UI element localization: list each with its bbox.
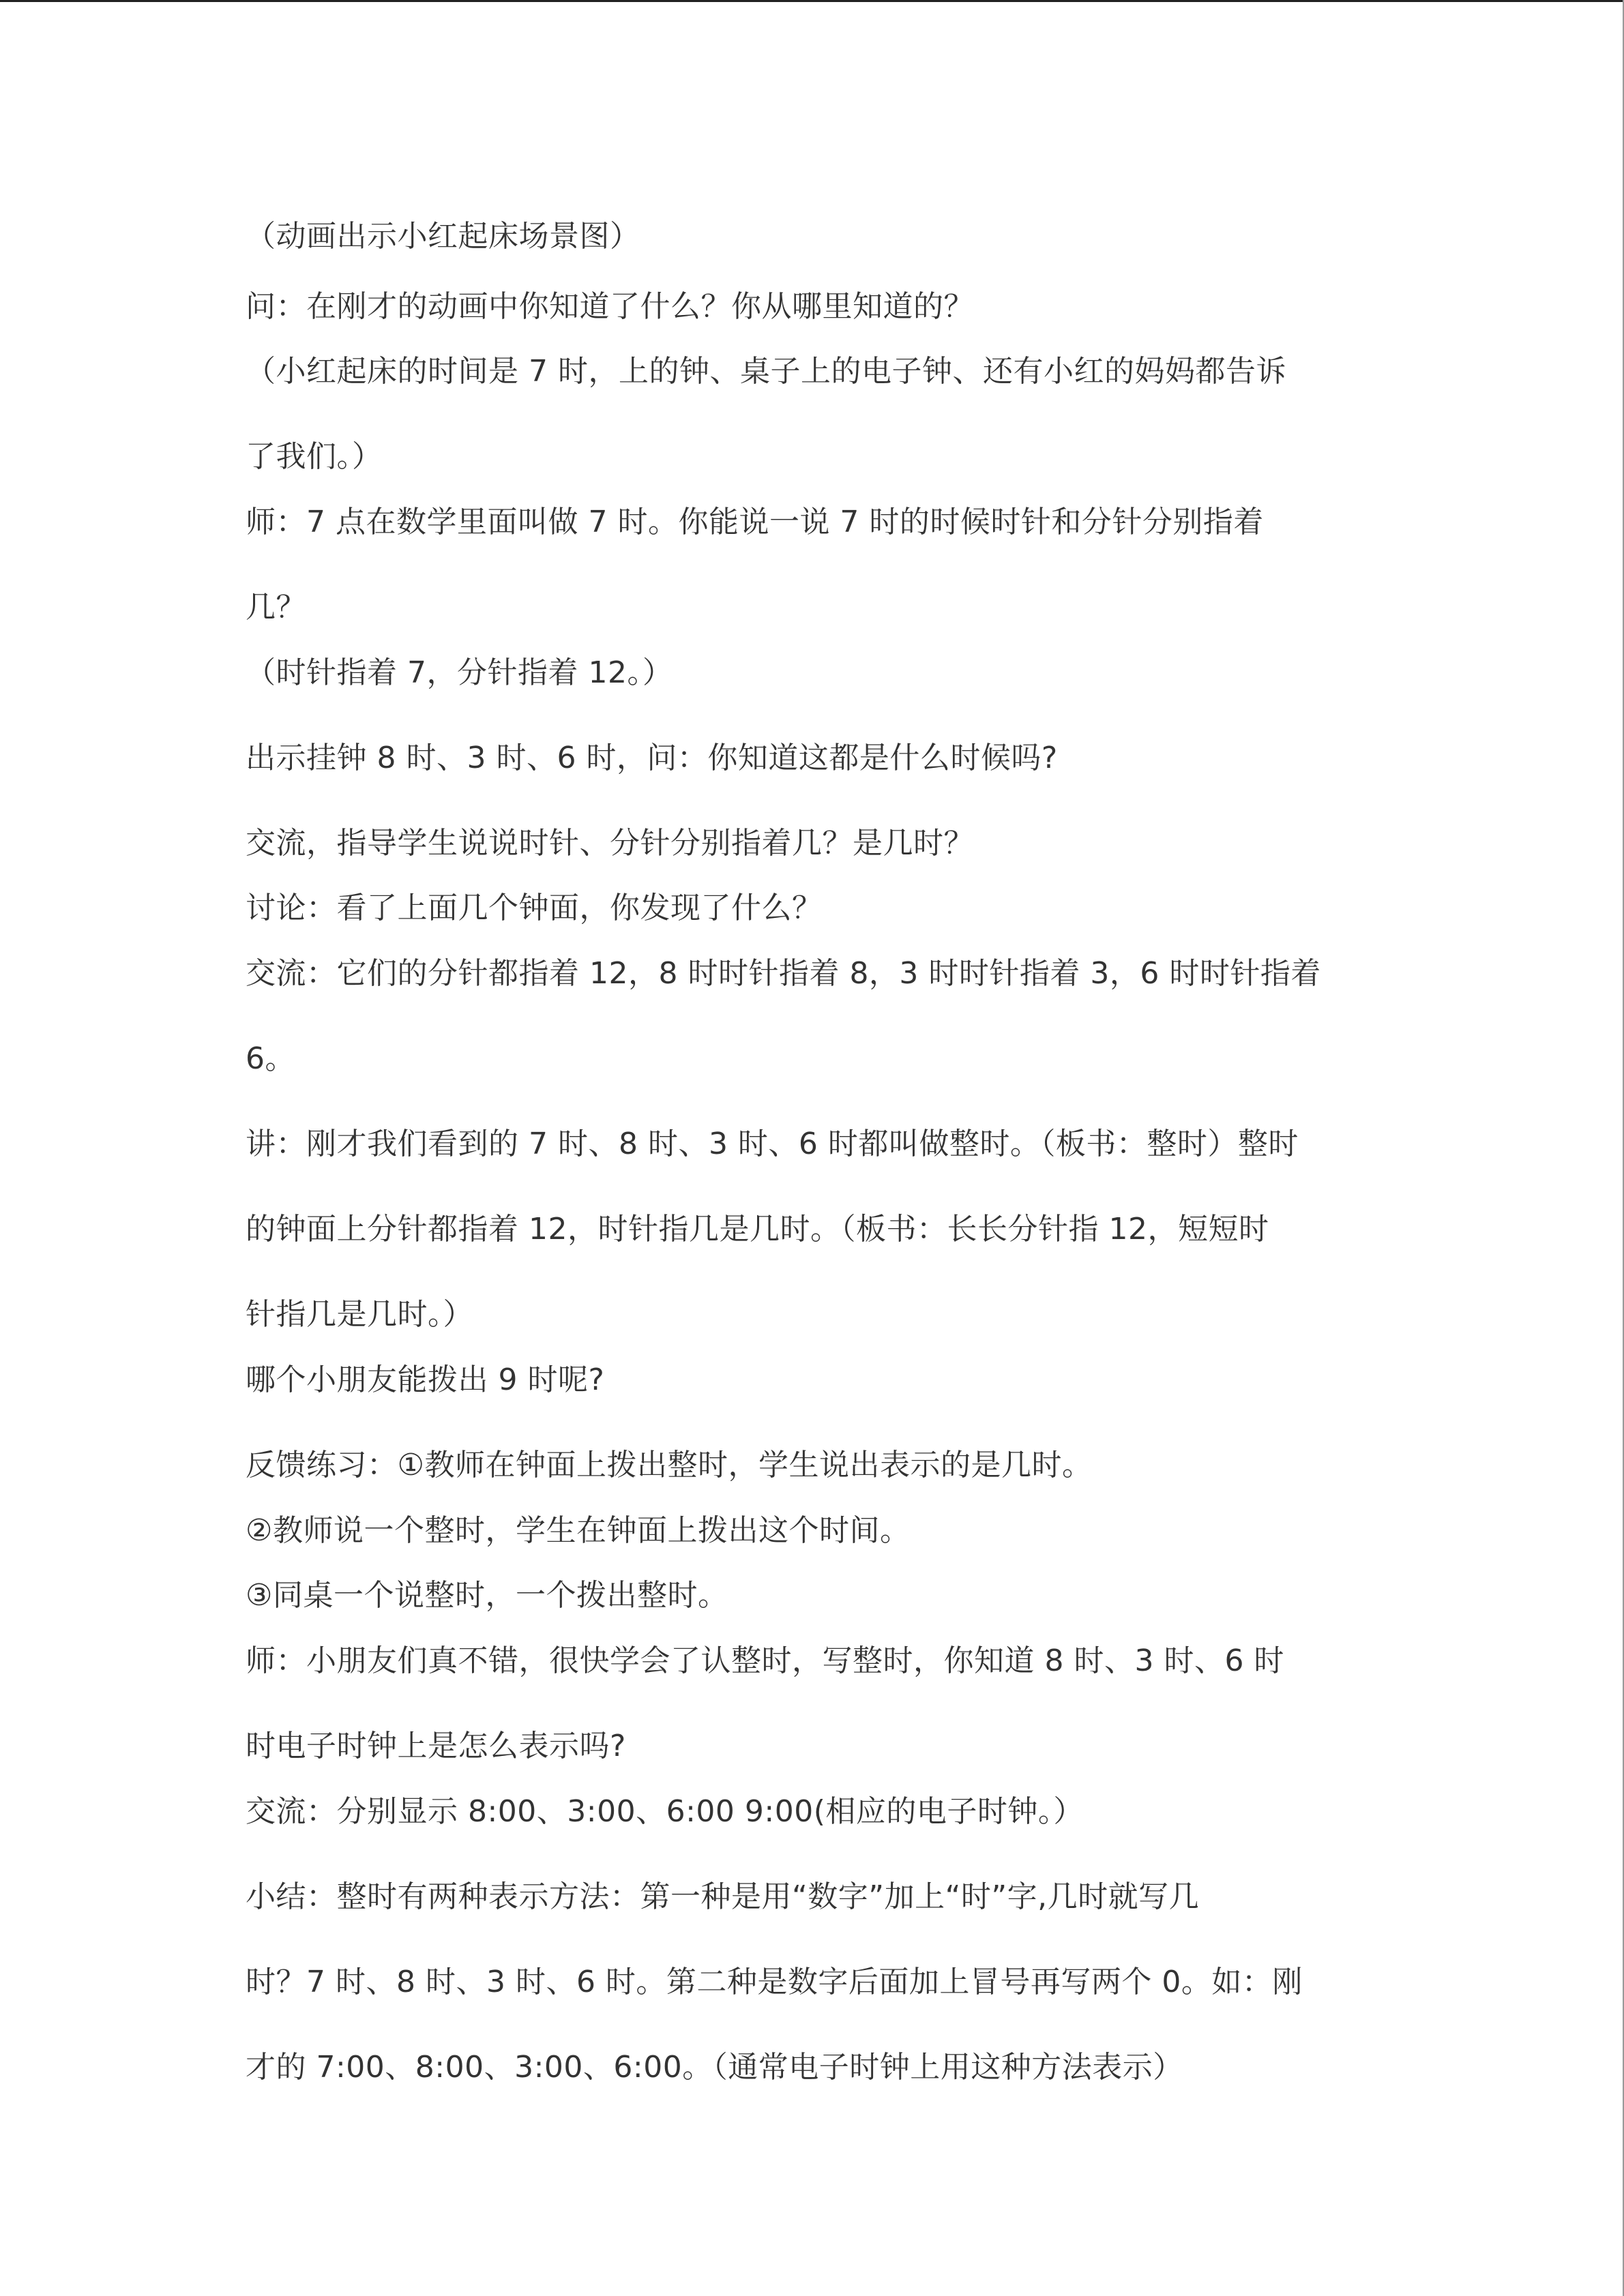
text-line: 交流：它们的分针都指着 12，8 时时针指着 8，3 时时针指着 3，6 时时针指着 (246, 956, 1321, 991)
text-line: 讲：刚才我们看到的 7 时、8 时、3 时、6 时都叫做整时。（板书：整时）整时 (246, 1127, 1299, 1161)
text-line: （小红起床的时间是 7 时，上的钟、桌子上的电子钟、还有小红的妈妈都告诉 (246, 354, 1286, 389)
text-line: 了我们。） (246, 439, 383, 474)
page-top-border (0, 0, 1624, 2)
text-line: 出示挂钟 8 时、3 时、6 时，问：你知道这都是什么时候吗? (246, 741, 1058, 775)
text-line: （时针指着 7，分针指着 12。） (246, 655, 673, 690)
text-line: 交流，指导学生说说时针、分针分别指着几？是几时？ (246, 826, 974, 861)
text-line: 时？7 时、8 时、3 时、6 时。第二种是数字后面加上冒号再写两个 0。如：刚 (246, 1965, 1303, 1999)
text-line: 6。 (246, 1041, 295, 1076)
text-line: （动画出示小红起床场景图） (246, 219, 640, 254)
text-line: 问：在刚才的动画中你知道了什么？你从哪里知道的？ (246, 289, 974, 324)
text-line: 师：小朋友们真不错，很快学会了认整时，写整时，你知道 8 时、3 时、6 时 (246, 1643, 1284, 1678)
text-line: 针指几是几时。） (246, 1297, 473, 1332)
text-line: 时电子时钟上是怎么表示吗? (246, 1729, 626, 1763)
text-line: 讨论：看了上面几个钟面，你发现了什么？ (246, 891, 823, 925)
text-line: 的钟面上分针都指着 12，时针指几是几时。（板书：长长分针指 12，短短时 (246, 1212, 1269, 1247)
text-line: 几？ (246, 590, 306, 625)
text-line: 哪个小朋友能拨出 9 时呢? (246, 1362, 605, 1397)
text-line: ②教师说一个整时，学生在钟面上拨出这个时间。 (246, 1513, 911, 1548)
text-line: ③同桌一个说整时，一个拨出整时。 (246, 1578, 728, 1613)
text-line: 小结：整时有两种表示方法：第一种是用“数字”加上“时”字,几时就写几 (246, 1879, 1200, 1914)
text-line: 反馈练习：①教师在钟面上拨出整时，学生说出表示的是几时。 (246, 1448, 1093, 1482)
text-line: 交流：分别显示 8:00、3:00、6:00 9:00(相应的电子时钟。） (246, 1794, 1084, 1829)
text-line: 才的 7:00、8:00、3:00、6:00。（通常电子时钟上用这种方法表示） (246, 2050, 1183, 2085)
text-line: 师：7 点在数学里面叫做 7 时。你能说一说 7 时的时候时针和分针分别指着 (246, 505, 1264, 539)
